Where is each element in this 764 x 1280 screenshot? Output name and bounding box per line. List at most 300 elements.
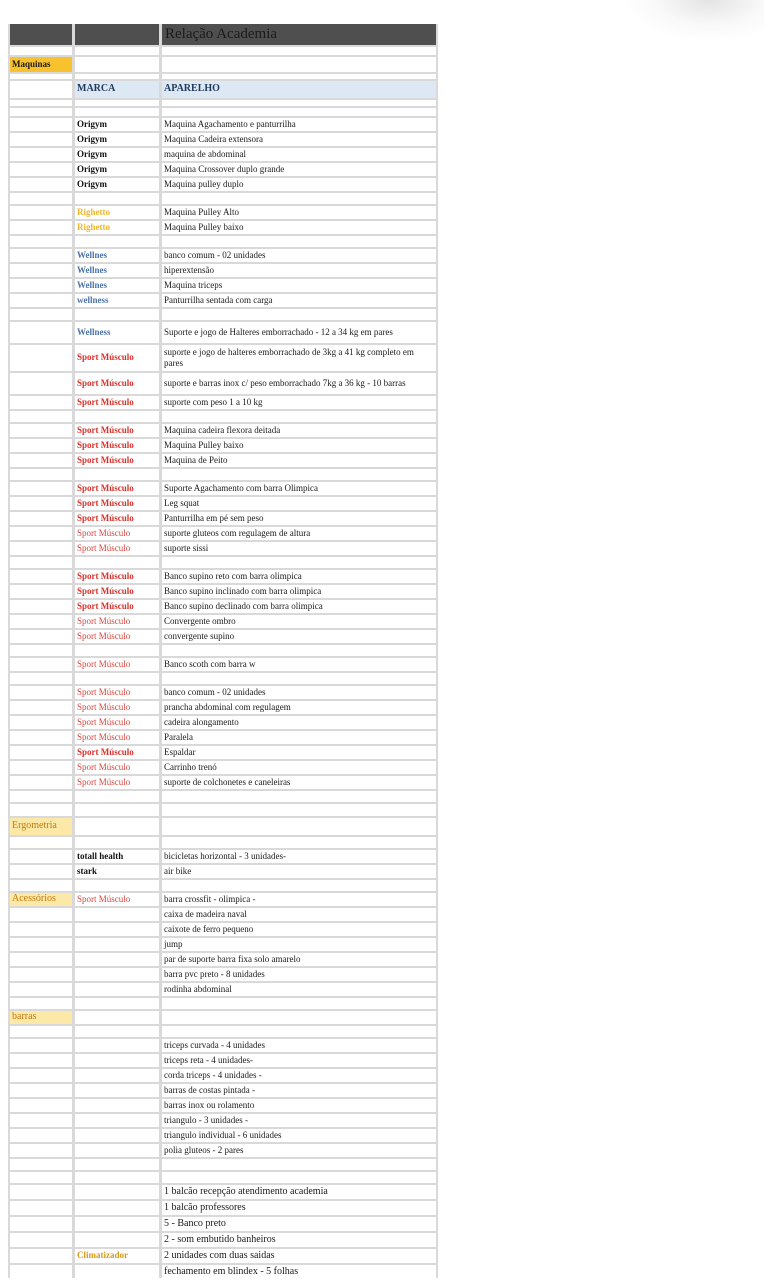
cell-marca[interactable]: Wellnes [75,279,159,292]
table-row [8,893,438,906]
header-row [8,81,438,98]
cell-marca[interactable] [75,236,159,247]
cell-marca[interactable] [75,557,159,568]
cell-section[interactable] [10,1172,72,1183]
cell-section[interactable] [10,716,72,729]
cell-aparelho[interactable]: fechamento em blindex - 5 folhas [162,1265,436,1279]
table-row [8,527,438,540]
cell-aparelho[interactable]: Maquina Agachamento e panturrilha [162,118,436,131]
cell-aparelho[interactable] [162,837,436,848]
cell-marca[interactable]: Sport Músculo [75,585,159,598]
cell-marca[interactable]: Origym [75,133,159,146]
table-row [8,570,438,583]
table-row [8,221,438,234]
cell-marca[interactable]: Righetto [75,221,159,234]
cell-aparelho[interactable]: Maquina cadeira flexora deitada [162,424,436,437]
cell-section[interactable] [10,193,72,204]
table-row [8,968,438,981]
cell-section[interactable] [10,148,72,161]
cell-aparelho[interactable]: triangulo individual - 6 unidades [162,1129,436,1142]
cell-marca[interactable]: Origym [75,118,159,131]
blank-row [8,837,438,848]
cell-section[interactable] [10,630,72,643]
cell-aparelho[interactable]: maquina de abdominal [162,148,436,161]
cell-marca[interactable] [75,100,159,106]
cell-aparelho[interactable]: 1 balcão professores [162,1201,436,1215]
cell-marca[interactable] [75,1084,159,1097]
cell-section[interactable] [10,600,72,613]
cell-marca[interactable] [75,1114,159,1127]
cell-marca[interactable] [75,1069,159,1082]
cell-aparelho[interactable] [162,1026,436,1037]
cell-section[interactable] [10,1201,72,1215]
cell-aparelho[interactable] [162,57,436,72]
table-row [8,953,438,966]
cell-section[interactable] [10,1185,72,1199]
cell-section[interactable] [10,1265,72,1279]
cell-section[interactable] [10,557,72,568]
cell-section[interactable] [10,81,72,98]
header-marca[interactable]: MARCA [75,81,159,98]
cell-aparelho[interactable] [162,108,436,116]
section-label[interactable]: Ergometria [10,818,72,835]
cell-marca[interactable]: Sport Músculo [75,761,159,774]
cell-aparelho[interactable] [162,309,436,320]
cell-aparelho[interactable]: 1 balcão recepção atendimento academia [162,1185,436,1199]
cell-marca[interactable]: Sport Músculo [75,600,159,613]
table-row [8,206,438,219]
cell-marca[interactable] [75,1099,159,1112]
cell-section[interactable] [10,236,72,247]
blank-row [8,236,438,247]
cell-aparelho[interactable]: caixote de ferro pequeno [162,923,436,936]
blank-row [8,193,438,204]
cell-aparelho[interactable]: Maquina de Peito [162,454,436,467]
cell-section[interactable] [10,133,72,146]
cell-section[interactable] [10,542,72,555]
table-row [8,1084,438,1097]
table-row [8,118,438,131]
cell-marca[interactable] [75,1144,159,1157]
cell-section[interactable] [10,731,72,744]
cell-aparelho[interactable]: bicicletas horizontal - 3 unidades- [162,850,436,863]
cell-marca[interactable] [75,108,159,116]
cell-marca[interactable] [75,1026,159,1037]
cell-section[interactable] [10,923,72,936]
cell-section[interactable] [10,804,72,816]
cell-marca[interactable] [75,938,159,951]
cell-aparelho[interactable]: suporte e jogo de halteres emborrachado de 3kg a 41 kg completo em pares [162,345,436,371]
cell-marca[interactable] [75,908,159,921]
blank-row [8,1026,438,1037]
section-row [8,57,438,72]
table-row [8,512,438,525]
cell-aparelho[interactable]: jump [162,938,436,951]
table-row [8,345,438,371]
table-row [8,850,438,863]
cell-marca[interactable]: Sport Músculo [75,746,159,759]
section-label[interactable]: barras [10,1011,72,1024]
cell-section[interactable] [10,938,72,951]
cell-marca[interactable] [75,818,159,835]
cell-marca[interactable] [75,791,159,802]
table-row [8,294,438,307]
cell-section[interactable] [10,953,72,966]
cell-marca[interactable]: Sport Músculo [75,482,159,495]
cell-aparelho[interactable] [162,236,436,247]
cell-marca[interactable]: Sport Músculo [75,615,159,628]
cell-aparelho[interactable]: Maquina Pulley baixo [162,439,436,452]
cell-section[interactable] [10,1039,72,1052]
cell-aparelho[interactable]: Banco supino inclinado com barra olimpica [162,585,436,598]
cell-section[interactable] [10,178,72,191]
cell-section[interactable] [10,497,72,510]
cell-marca[interactable]: Sport Músculo [75,512,159,525]
cell-marca[interactable]: Sport Músculo [75,570,159,583]
cell-aparelho[interactable]: suporte gluteos com regulagem de altura [162,527,436,540]
cell-marca[interactable] [75,968,159,981]
section-label[interactable]: Maquinas [10,57,72,72]
cell-aparelho[interactable]: Espaldar [162,746,436,759]
cell-aparelho[interactable]: 5 - Banco preto [162,1217,436,1231]
cell-marca[interactable] [75,1039,159,1052]
cell-section[interactable] [10,373,72,394]
cell-section[interactable] [10,322,72,343]
cell-aparelho[interactable]: triceps reta - 4 unidades- [162,1054,436,1067]
cell-section[interactable] [10,645,72,656]
cell-marca[interactable]: Sport Músculo [75,439,159,452]
cell-section[interactable] [10,673,72,684]
table-row [8,658,438,671]
cell-aparelho[interactable]: Maquina pulley duplo [162,178,436,191]
cell-aparelho[interactable]: Suporte e jogo de Halteres emborrachado - 12 a 34 kg em pares [162,322,436,343]
cell-marca[interactable]: Sport Músculo [75,701,159,714]
cell-aparelho[interactable]: banco comum - 02 unidades [162,686,436,699]
cell-marca[interactable] [75,880,159,891]
cell-section[interactable] [10,454,72,467]
cell-section[interactable] [10,585,72,598]
cell-marca[interactable]: Wellness [75,322,159,343]
cell-section[interactable] [10,100,72,106]
cell-aparelho[interactable]: barra crossfit - olimpica - [162,893,436,906]
cell-marca[interactable] [75,1172,159,1183]
table-row [8,396,438,409]
cell-aparelho[interactable] [162,645,436,656]
cell-section[interactable] [10,163,72,176]
cell-section[interactable] [10,701,72,714]
cell-aparelho[interactable]: suporte sissi [162,542,436,555]
cell-aparelho[interactable]: Banco supino declinado com barra olimpica [162,600,436,613]
cell-marca[interactable] [75,1054,159,1067]
cell-marca[interactable] [75,469,159,480]
table-row [8,264,438,277]
cell-aparelho[interactable]: convergente supino [162,630,436,643]
cell-aparelho[interactable] [162,100,436,106]
cell-marca[interactable]: Sport Músculo [75,658,159,671]
cell-marca[interactable]: Sport Músculo [75,542,159,555]
cell-aparelho[interactable]: Banco scoth com barra w [162,658,436,671]
cell-marca[interactable] [75,983,159,996]
cell-marca[interactable]: Sport Músculo [75,373,159,394]
cell-aparelho[interactable] [162,47,436,55]
cell-section[interactable] [10,309,72,320]
cell-marca[interactable]: Climatizador [75,1249,159,1263]
cell-aparelho[interactable]: Suporte Agachamento com barra Olimpica [162,482,436,495]
cell-marca[interactable]: Sport Músculo [75,716,159,729]
blank-row [8,1159,438,1170]
cell-aparelho[interactable]: Maquina Pulley baixo [162,221,436,234]
cell-aparelho[interactable] [162,557,436,568]
cell-marca[interactable]: Sport Músculo [75,893,159,906]
cell-section[interactable] [10,482,72,495]
cell-aparelho[interactable]: Paralela [162,731,436,744]
cell-marca[interactable] [75,923,159,936]
cell-marca[interactable] [75,998,159,1009]
table-row [8,1054,438,1067]
cell-marca[interactable]: Sport Músculo [75,454,159,467]
cell-section[interactable] [10,439,72,452]
cell-marca[interactable] [75,1265,159,1279]
cell-section[interactable] [10,1114,72,1127]
cell-section[interactable] [10,1054,72,1067]
cell-aparelho[interactable]: 2 unidades com duas saidas [162,1249,436,1263]
cell-aparelho[interactable]: Leg squat [162,497,436,510]
table-row [8,761,438,774]
cell-aparelho[interactable]: prancha abdominal com regulagem [162,701,436,714]
cell-section[interactable] [10,294,72,307]
blank-row [8,998,438,1009]
cell-section[interactable] [10,249,72,262]
cell-aparelho[interactable]: barras de costas pintada - [162,1084,436,1097]
cell-aparelho[interactable]: cadeira alongamento [162,716,436,729]
cell-section[interactable] [10,1144,72,1157]
cell-marca[interactable] [75,1233,159,1247]
cell-section[interactable] [10,118,72,131]
cell-section[interactable] [10,1084,72,1097]
cell-section[interactable] [10,1069,72,1082]
cell-aparelho[interactable]: barra pvc preto - 8 unidades [162,968,436,981]
cell-aparelho[interactable]: suporte e barras inox c/ peso emborrachado 7kg a 36 kg - 10 barras [162,373,436,394]
cell-marca[interactable]: totall health [75,850,159,863]
cell-marca[interactable]: Righetto [75,206,159,219]
cell-section[interactable] [10,658,72,671]
spreadsheet [8,24,438,1278]
cell-section[interactable] [10,880,72,891]
cell-section[interactable] [10,1233,72,1247]
cell-aparelho[interactable]: Maquina triceps [162,279,436,292]
cell-marca[interactable] [75,24,159,45]
cell-section[interactable] [10,1249,72,1263]
cell-aparelho[interactable] [162,411,436,422]
cell-section[interactable] [10,776,72,789]
table-row [8,731,438,744]
cell-aparelho[interactable]: Maquina Crossover duplo grande [162,163,436,176]
blank-row [8,100,438,106]
cell-aparelho[interactable]: rodinha abdominal [162,983,436,996]
cell-marca[interactable] [75,804,159,816]
cell-section[interactable] [10,791,72,802]
cell-section[interactable] [10,527,72,540]
cell-section[interactable] [10,24,72,45]
table-row [8,424,438,437]
table-row [8,1201,438,1215]
cell-marca[interactable] [75,645,159,656]
cell-section[interactable] [10,345,72,371]
cell-marca[interactable] [75,1159,159,1170]
cell-section[interactable] [10,1026,72,1037]
cell-aparelho[interactable]: polia gluteos - 2 pares [162,1144,436,1157]
cell-aparelho[interactable]: Banco supino reto com barra olimpica [162,570,436,583]
cell-aparelho[interactable]: banco comum - 02 unidades [162,249,436,262]
cell-aparelho[interactable] [162,1159,436,1170]
cell-aparelho[interactable] [162,74,436,79]
cell-marca[interactable]: Origym [75,178,159,191]
table-row [8,1144,438,1157]
cell-aparelho[interactable]: 2 - som embutido banheiros [162,1233,436,1247]
cell-aparelho[interactable] [162,1172,436,1183]
cell-aparelho[interactable]: suporte de colchonetes e caneleiras [162,776,436,789]
cell-section[interactable] [10,469,72,480]
table-row [8,865,438,878]
cell-section[interactable] [10,908,72,921]
cell-section[interactable] [10,1217,72,1231]
cell-marca[interactable] [75,1201,159,1215]
cell-section[interactable] [10,411,72,422]
cell-aparelho[interactable] [162,1011,436,1024]
cell-section[interactable] [10,746,72,759]
cell-marca[interactable] [75,47,159,55]
cell-aparelho[interactable]: Maquina Cadeira extensora [162,133,436,146]
table-row [8,1265,438,1279]
section-row [8,818,438,835]
table-row [8,1249,438,1263]
cell-marca[interactable]: Sport Músculo [75,424,159,437]
cell-aparelho[interactable]: barras inox ou rolamento [162,1099,436,1112]
cell-section[interactable] [10,1159,72,1170]
cell-section[interactable] [10,512,72,525]
cell-aparelho[interactable]: air bike [162,865,436,878]
cell-marca[interactable]: stark [75,865,159,878]
cell-aparelho[interactable]: corda triceps - 4 unidades - [162,1069,436,1082]
cell-section[interactable] [10,279,72,292]
cell-marca[interactable] [75,837,159,848]
cell-section[interactable] [10,206,72,219]
cell-section[interactable] [10,865,72,878]
cell-marca[interactable]: Sport Músculo [75,497,159,510]
blank-row [8,1172,438,1183]
cell-section[interactable] [10,74,72,79]
cell-section[interactable] [10,396,72,409]
table-row [8,454,438,467]
table-row [8,585,438,598]
cell-aparelho[interactable]: hiperextensão [162,264,436,277]
cell-marca[interactable] [75,953,159,966]
cell-aparelho[interactable] [162,791,436,802]
cell-marca[interactable] [75,309,159,320]
cell-marca[interactable]: Wellnes [75,264,159,277]
cell-marca[interactable]: Sport Músculo [75,630,159,643]
cell-marca[interactable]: Sport Músculo [75,527,159,540]
cell-aparelho[interactable] [162,818,436,835]
cell-section[interactable] [10,837,72,848]
cell-marca[interactable]: Sport Músculo [75,396,159,409]
cell-section[interactable] [10,1129,72,1142]
cell-marca[interactable]: Sport Músculo [75,686,159,699]
table-row [8,249,438,262]
cell-aparelho[interactable] [162,880,436,891]
header-aparelho[interactable]: APARELHO [162,81,436,98]
cell-section[interactable] [10,108,72,116]
cell-marca[interactable] [75,74,159,79]
table-row [8,178,438,191]
cell-section[interactable] [10,761,72,774]
cell-marca[interactable]: Wellnes [75,249,159,262]
cell-section[interactable] [10,983,72,996]
cell-marca[interactable]: Origym [75,148,159,161]
cell-marca[interactable] [75,57,159,72]
cell-marca[interactable]: Sport Músculo [75,731,159,744]
cell-aparelho[interactable]: triangulo - 3 unidades - [162,1114,436,1127]
cell-aparelho[interactable] [162,469,436,480]
sheet-title[interactable]: Relação Academia [162,24,436,45]
cell-marca[interactable]: Sport Músculo [75,776,159,789]
blank-row [8,880,438,891]
cell-marca[interactable]: Sport Músculo [75,345,159,371]
table-row [8,439,438,452]
cell-aparelho[interactable]: triceps curvada - 4 unidades [162,1039,436,1052]
cell-aparelho[interactable]: Carrinho trenó [162,761,436,774]
cell-section[interactable] [10,1099,72,1112]
cell-section[interactable] [10,264,72,277]
table-row [8,497,438,510]
cell-section[interactable] [10,424,72,437]
cell-marca[interactable] [75,1185,159,1199]
section-label[interactable]: Acessórios [10,893,72,906]
cell-aparelho[interactable]: caixa de madeira naval [162,908,436,921]
cell-aparelho[interactable]: Convergente ombro [162,615,436,628]
cell-marca[interactable] [75,193,159,204]
cell-aparelho[interactable]: Panturrilha sentada com carga [162,294,436,307]
cell-section[interactable] [10,850,72,863]
table-row [8,746,438,759]
cell-aparelho[interactable] [162,193,436,204]
cell-section[interactable] [10,968,72,981]
cell-marca[interactable]: Origym [75,163,159,176]
cell-section[interactable] [10,47,72,55]
table-row [8,630,438,643]
cell-section[interactable] [10,570,72,583]
cell-marca[interactable] [75,673,159,684]
cell-aparelho[interactable]: Panturrilha em pé sem peso [162,512,436,525]
cell-marca[interactable] [75,1217,159,1231]
cell-marca[interactable] [75,1011,159,1024]
cell-section[interactable] [10,686,72,699]
cell-aparelho[interactable] [162,804,436,816]
cell-aparelho[interactable]: par de suporte barra fixa solo amarelo [162,953,436,966]
cell-marca[interactable]: wellness [75,294,159,307]
table-row [8,1185,438,1199]
cell-aparelho[interactable] [162,998,436,1009]
cell-section[interactable] [10,998,72,1009]
cell-aparelho[interactable]: suporte com peso 1 a 10 kg [162,396,436,409]
cell-aparelho[interactable]: Maquina Pulley Alto [162,206,436,219]
cell-aparelho[interactable] [162,673,436,684]
cell-section[interactable] [10,221,72,234]
cell-section[interactable] [10,615,72,628]
cell-marca[interactable] [75,411,159,422]
cell-marca[interactable] [75,1129,159,1142]
blank-row [8,74,438,79]
